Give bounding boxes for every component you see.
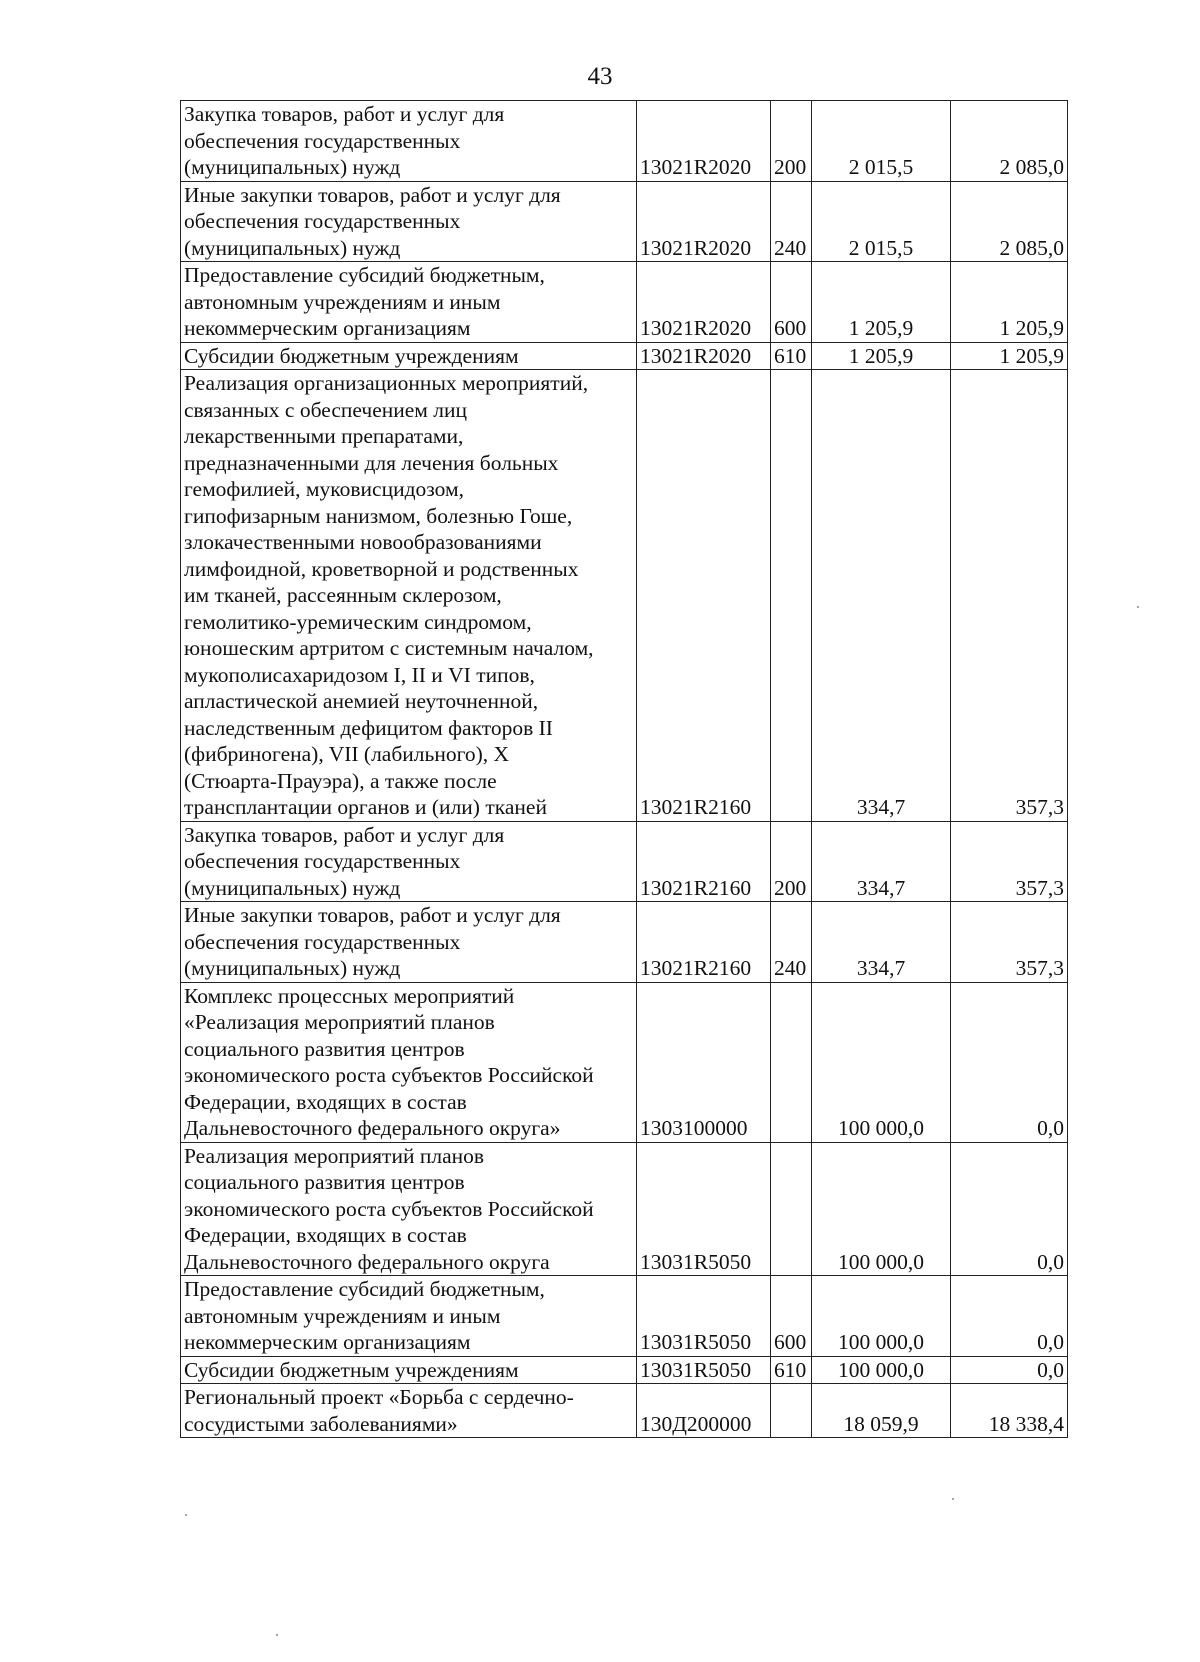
row-code: 1303100000: [637, 982, 771, 1142]
row-code: 13031R5050: [637, 1276, 771, 1357]
row-name: Предоставление субсидий бюджетным, автономным учреждениям и иным некоммерческим организациям: [181, 262, 637, 343]
row-expense-type: [771, 982, 812, 1142]
row-value-2: 357,3: [951, 902, 1068, 983]
scan-speck: [276, 1634, 278, 1636]
row-expense-type: 200: [771, 101, 812, 182]
table-row: [181, 1276, 1068, 1357]
row-code: 13021R2160: [637, 902, 771, 983]
row-code: 130Д200000: [637, 1384, 771, 1438]
row-name: Предоставление субсидий бюджетным, автономным учреждениям и иным некоммерческим организациям: [181, 1276, 637, 1357]
table-row: [181, 982, 1068, 1142]
row-value-2: 18 338,4: [951, 1384, 1068, 1438]
row-value-1: 2 015,5: [812, 101, 951, 182]
row-name: Субсидии бюджетным учреждениям: [181, 1356, 637, 1384]
row-expense-type: [771, 1384, 812, 1438]
row-name: Реализация организационных мероприятий, связанных с обеспечением лиц лекарственными препаратами, предназначенными для лечения больных гемофилией, муковисцидозом, гипофизарным нанизмом, болезнью Гоше, злокачественными новообразованиями лимфоидной, кроветворной и родственных им тканей, рассеянным склерозом, гемолитико-уремическим синдромом, юношеским артритом с системным началом, мукополисахаридозом I, II и VI типов, апластической анемией неуточненной, наследственным дефицитом факторов II (фибриногена), VII (лабильного), X (Стюарта-Прауэра), а также после трансплантации органов и (или) тканей: [181, 370, 637, 822]
row-expense-type: 240: [771, 902, 812, 983]
row-expense-type: [771, 1142, 812, 1276]
row-value-2: 1 205,9: [951, 342, 1068, 370]
row-name: Реализация мероприятий планов социального развития центров экономического роста субъектов Российской Федерации, входящих в состав Дальневосточного федерального округа: [181, 1142, 637, 1276]
row-expense-type: 610: [771, 342, 812, 370]
row-expense-type: 610: [771, 1356, 812, 1384]
row-code: 13021R2020: [637, 262, 771, 343]
table-row: [181, 1142, 1068, 1276]
budget-table: [180, 100, 1068, 1438]
row-expense-type: 600: [771, 1276, 812, 1357]
row-value-2: 0,0: [951, 1142, 1068, 1276]
table-row: [181, 902, 1068, 983]
table-row: [181, 101, 1068, 182]
row-value-2: 1 205,9: [951, 262, 1068, 343]
row-code: 13021R2160: [637, 821, 771, 902]
row-value-1: 2 015,5: [812, 181, 951, 262]
row-value-1: 100 000,0: [812, 1356, 951, 1384]
row-value-2: 0,0: [951, 982, 1068, 1142]
scan-speck: [952, 1498, 954, 1500]
row-name: Иные закупки товаров, работ и услуг для обеспечения государственных (муниципальных) нужд: [181, 902, 637, 983]
page-number: 43: [587, 63, 613, 90]
row-value-2: 357,3: [951, 370, 1068, 822]
table-row: [181, 821, 1068, 902]
row-code: 13021R2020: [637, 181, 771, 262]
row-name: Закупка товаров, работ и услуг для обеспечения государственных (муниципальных) нужд: [181, 101, 637, 182]
row-value-1: 18 059,9: [812, 1384, 951, 1438]
row-expense-type: 240: [771, 181, 812, 262]
row-value-1: 100 000,0: [812, 982, 951, 1142]
table-row: [181, 1384, 1068, 1438]
row-value-1: 100 000,0: [812, 1276, 951, 1357]
table-row: [181, 1356, 1068, 1384]
row-value-1: 1 205,9: [812, 262, 951, 343]
row-code: 13021R2160: [637, 370, 771, 822]
row-name: Региональный проект «Борьба с сердечно- сосудистыми заболеваниями»: [181, 1384, 637, 1438]
row-value-1: 334,7: [812, 370, 951, 822]
row-value-1: 334,7: [812, 902, 951, 983]
row-name: Субсидии бюджетным учреждениям: [181, 342, 637, 370]
row-code: 13031R5050: [637, 1356, 771, 1384]
row-name: Закупка товаров, работ и услуг для обеспечения государственных (муниципальных) нужд: [181, 821, 637, 902]
row-expense-type: [771, 370, 812, 822]
row-name: Иные закупки товаров, работ и услуг для обеспечения государственных (муниципальных) нужд: [181, 181, 637, 262]
table-row: [181, 181, 1068, 262]
scan-speck: [1137, 606, 1139, 608]
row-value-1: 1 205,9: [812, 342, 951, 370]
row-value-1: 334,7: [812, 821, 951, 902]
row-expense-type: 600: [771, 262, 812, 343]
table-row: [181, 262, 1068, 343]
row-value-2: 357,3: [951, 821, 1068, 902]
row-name: Комплекс процессных мероприятий «Реализация мероприятий планов социального развития центров экономического роста субъектов Российской Федерации, входящих в состав Дальневосточного федерального округа»: [181, 982, 637, 1142]
row-value-2: 2 085,0: [951, 181, 1068, 262]
row-value-1: 100 000,0: [812, 1142, 951, 1276]
scan-speck: [185, 1514, 187, 1516]
row-code: 13021R2020: [637, 342, 771, 370]
row-value-2: 0,0: [951, 1276, 1068, 1357]
row-value-2: 2 085,0: [951, 101, 1068, 182]
row-code: 13031R5050: [637, 1142, 771, 1276]
row-code: 13021R2020: [637, 101, 771, 182]
table-row: [181, 370, 1068, 822]
row-value-2: 0,0: [951, 1356, 1068, 1384]
table-row: [181, 342, 1068, 370]
row-expense-type: 200: [771, 821, 812, 902]
